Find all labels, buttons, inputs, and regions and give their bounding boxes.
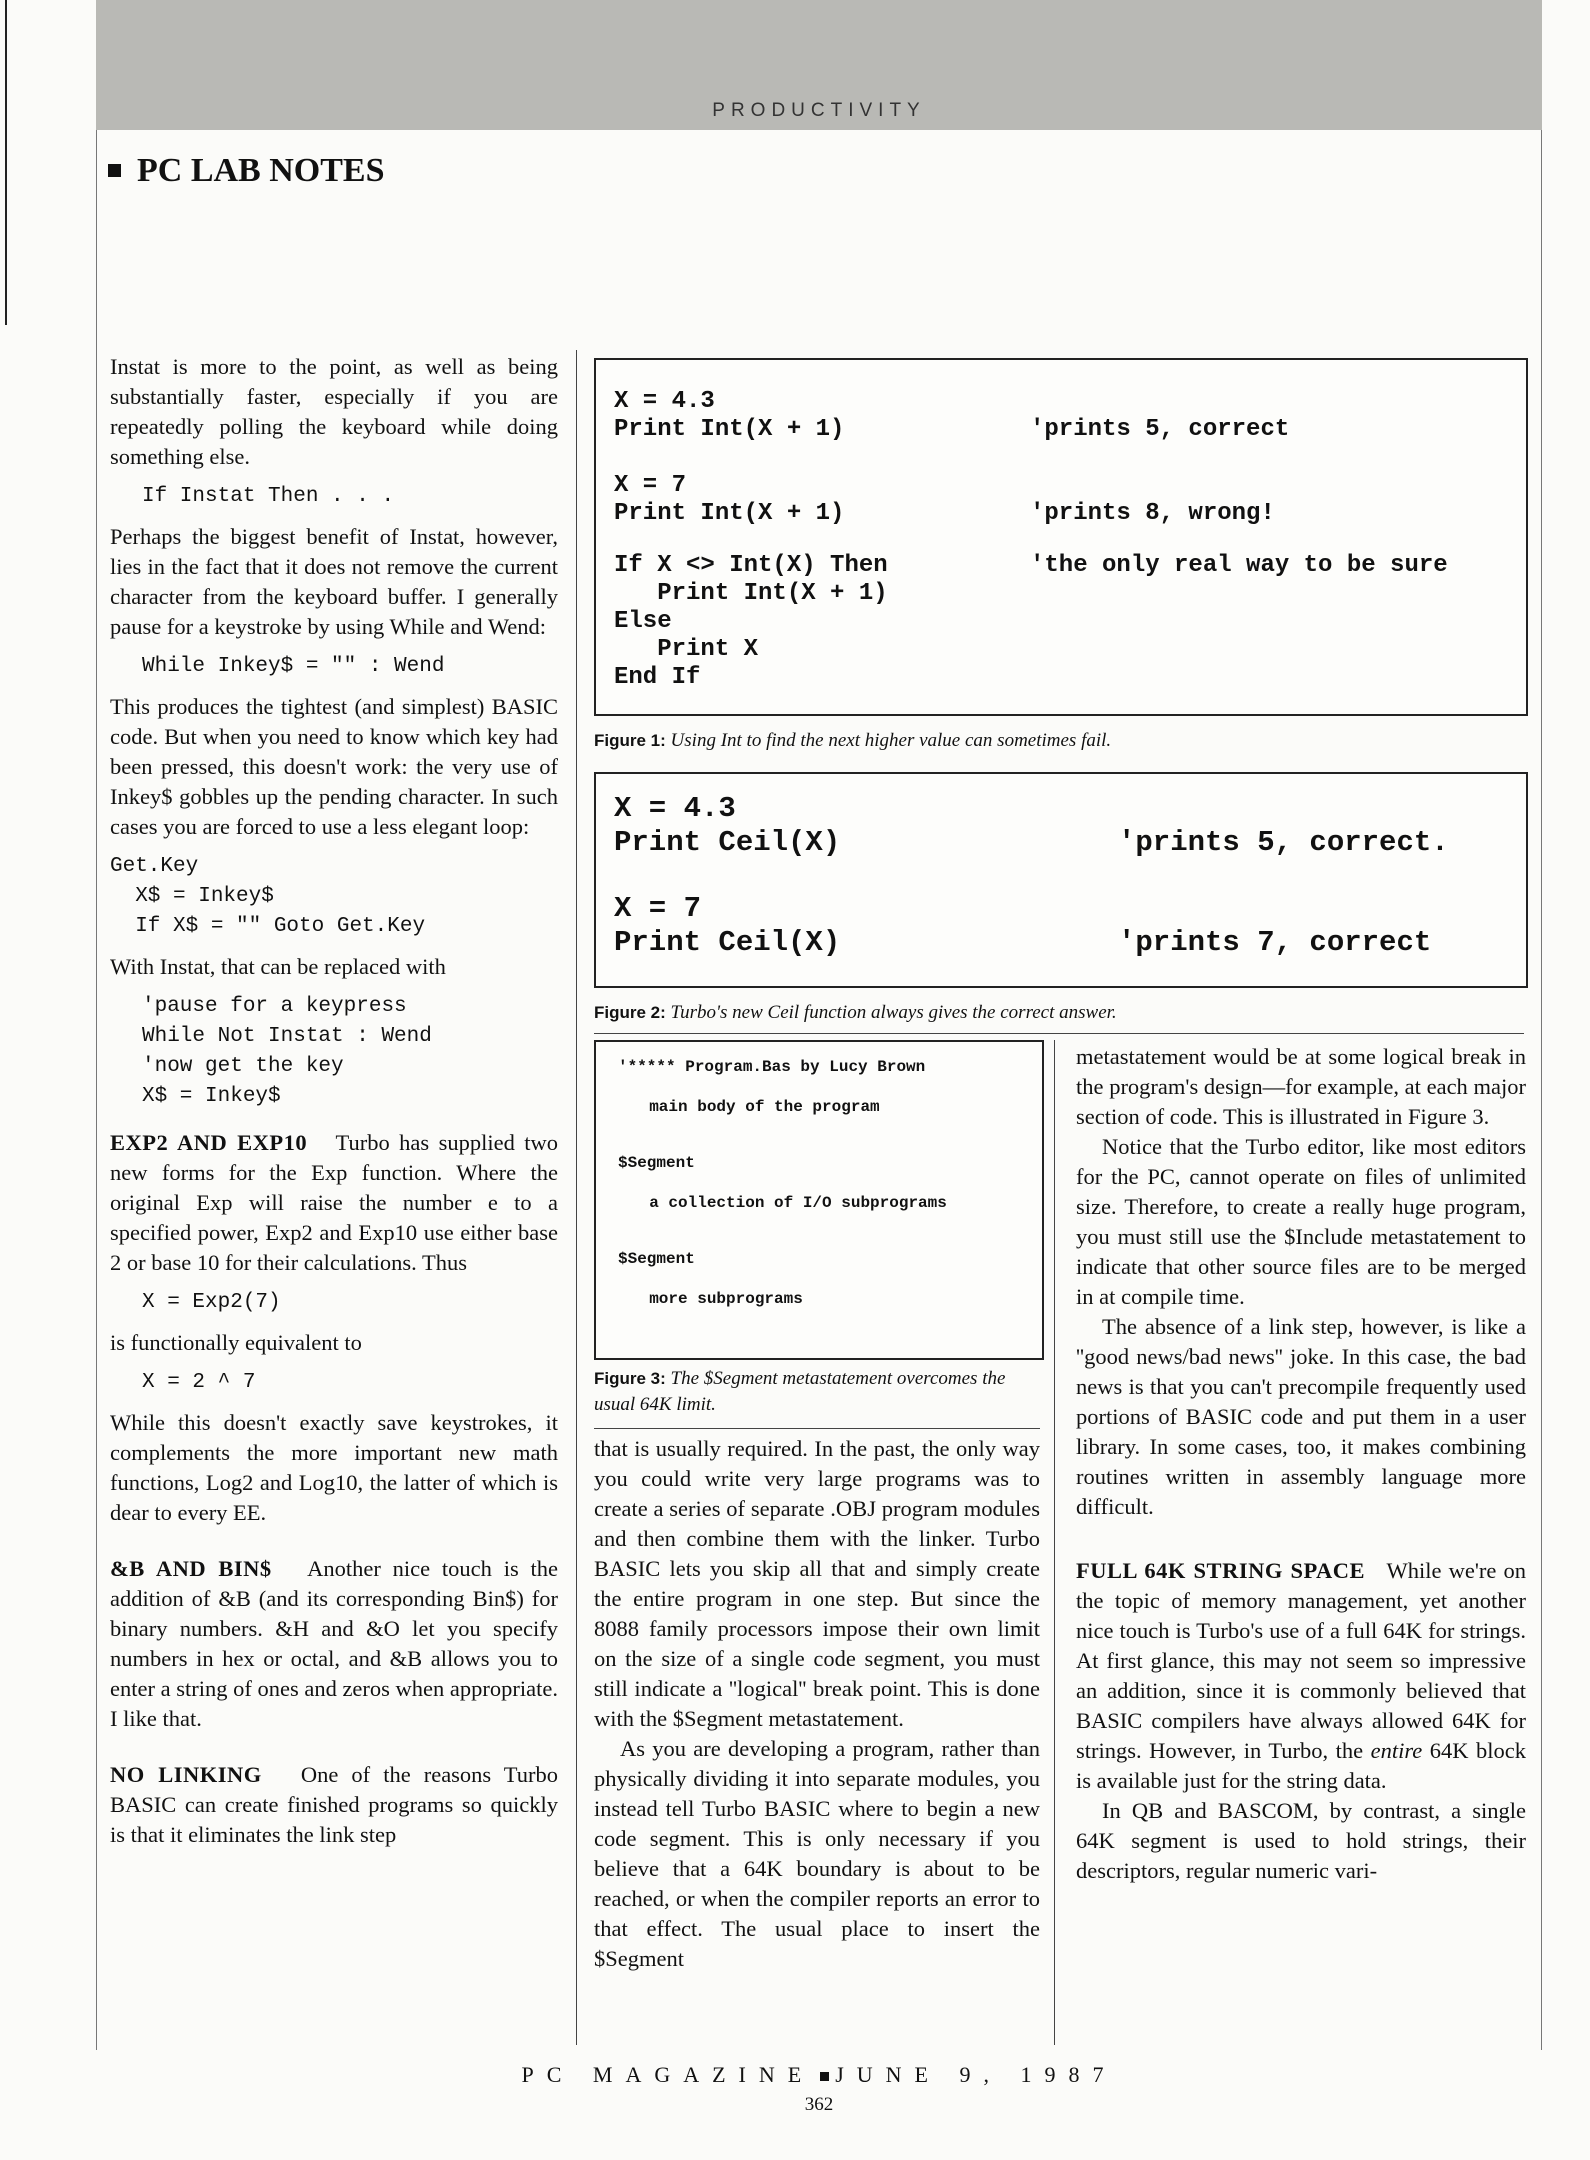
section-label: PRODUCTIVITY <box>712 100 926 121</box>
figure-rule <box>594 1033 1524 1034</box>
code-line: $Segment <box>618 1250 695 1268</box>
margin-rule <box>5 0 7 325</box>
code-line: main body of the program <box>630 1098 880 1116</box>
figure-3-caption <box>594 1366 1014 1418</box>
code-comment: 'prints 7, correct <box>1118 926 1432 959</box>
page-title: PC LAB NOTES <box>137 152 385 189</box>
paragraph: metastatement would be at some logical break in the program's design—for example, at each major section of code. This is illustrated in Figure 3. <box>1076 1044 1526 1129</box>
figure-label: Figure 1: <box>594 731 666 750</box>
code-snippet: If Instat Then . . . <box>142 485 395 508</box>
page-heading <box>108 152 385 190</box>
code-snippet: Get.Key X$ = Inkey$ If X$ = "" Goto Get.Key <box>110 855 426 938</box>
frame-rule-right <box>1541 130 1542 2050</box>
subsection-exp2 <box>110 1128 558 1278</box>
figure-rule <box>594 1428 1040 1429</box>
code-line: Print Int(X + 1) <box>614 500 845 527</box>
code-snippet: While Inkey$ = "" : Wend <box>142 655 445 678</box>
paragraph: is functionally equivalent to <box>110 1330 362 1355</box>
code-line: Print X <box>614 636 759 663</box>
paragraph: Turbo has supplied two new forms for the Exp function. Where the original Exp will raise the number e to a specified power, Exp2 and Exp10 use either base 2 or base 10 for their calculations. Thus <box>110 1130 559 1275</box>
paragraph: As you are developing a program, rather than physically dividing it into separate modules, you instead tell Turbo BASIC where to begin a new code segment. This is only necessary if you believe that a 64K boundary is about to be reached, or when the compiler reports an error to that effect. The usual place to insert the $Segment <box>594 1736 1040 1971</box>
paragraph: Notice that the Turbo editor, like most editors for the PC, cannot operate on files of unlimited size. Therefore, to create a really huge program, you must still use the $Include metastatement to indicate that other source files are to be merged in at compile time. <box>1076 1134 1526 1309</box>
paragraph: that is usually required. In the past, the only way you could write very large programs was to create a series of separate .OBJ program modules and then combine them with the linker. Turbo BASIC lets you skip all that and simply create the entire program in one step. But since the 8088 family processors impose their own limit on the size of a single code segment, you must still indicate a ''logical'' break point. This is done with the $Segment metastatement. <box>594 1436 1040 1731</box>
column-rule <box>1054 1040 1055 2045</box>
code-comment: 'prints 8, wrong! <box>1030 500 1275 527</box>
caption-text: The $Segment metastatement overcomes the usual 64K limit. <box>594 1368 1006 1415</box>
code-line: Print Int(X + 1) <box>614 416 845 443</box>
paragraph: While this doesn't exactly save keystrokes, it complements the more important new math functions, Log2 and Log10, the latter of which is dear to every EE. <box>110 1410 558 1525</box>
subsection-bin <box>110 1554 558 1734</box>
subsection-linking <box>110 1760 558 1850</box>
bullet-square-icon <box>108 164 121 177</box>
paragraph: One of the reasons Turbo BASIC can create finished programs so quickly is that it eliminates the link step <box>110 1762 559 1847</box>
figure-2-box <box>594 772 1528 988</box>
page-number: 362 <box>804 2094 834 2115</box>
caption-text: Turbo's new Ceil function always gives the correct answer. <box>670 1002 1117 1023</box>
code-line: If X <> Int(X) Then <box>614 552 888 579</box>
code-line: X = 7 <box>614 892 702 925</box>
subheading: &B AND BIN$ <box>110 1556 272 1581</box>
subheading: FULL 64K STRING SPACE <box>1076 1558 1366 1583</box>
paragraph: Perhaps the biggest benefit of Instat, however, lies in the fact that it does not remove the current character from the keyboard buffer. I generally pause for a keystroke by using While and Wend: <box>110 524 558 639</box>
paragraph: 64K block is available just for the string data. <box>1076 1738 1526 1793</box>
code-comment: 'prints 5, correct. <box>1118 826 1449 859</box>
code-line: Print Ceil(X) <box>614 826 841 859</box>
paragraph: The absence of a link step, however, is like a ''good news/bad news'' joke. In this case, the bad news is that you can't precompile frequently used portions of BASIC code and put them in a user library. In some cases, too, it makes combining routines written in assembly language more difficult. <box>1076 1314 1526 1519</box>
paragraph: While we're on the topic of memory management, yet another nice touch is Turbo's use of a full 64K for strings. At first glance, this may not seem so impressive an addition, since it is commonly believed that BASIC compilers have always allowed 64K for strings. However, in Turbo, the <box>1076 1558 1527 1763</box>
code-line: End If <box>614 664 701 691</box>
column-2 <box>594 1434 1040 1974</box>
emphasis: entire <box>1370 1738 1423 1763</box>
code-line: X = 7 <box>614 472 687 499</box>
subheading: NO LINKING <box>110 1762 262 1787</box>
code-line: X = 4.3 <box>614 388 715 415</box>
figure-label: Figure 2: <box>594 1003 666 1022</box>
code-comment: 'prints 5, correct <box>1030 416 1290 443</box>
paragraph: This produces the tightest (and simplest) BASIC code. But when you need to know which key had been pressed, this doesn't work: the very use of Inkey$ gobbles up the pending character. In such cases you are forced to use a less elegant loop: <box>110 694 558 839</box>
code-line: $Segment <box>618 1154 695 1172</box>
code-line: Print Int(X + 1) <box>614 580 888 607</box>
footer <box>0 2062 1590 2088</box>
code-line: X = 4.3 <box>614 792 736 825</box>
paragraph: In QB and BASCOM, by contrast, a single 64K segment is used to hold strings, their descriptors, regular numeric vari- <box>1076 1798 1526 1883</box>
code-comment: 'the only real way to be sure <box>1030 552 1448 579</box>
paragraph: Instat is more to the point, as well as being substantially faster, especially if you are repeatedly polling the keyboard while doing something else. <box>110 354 558 469</box>
figure-3-box <box>594 1040 1044 1360</box>
magazine-name: PC MAGAZINE <box>521 2062 815 2087</box>
caption-text: Using Int to find the next higher value can sometimes fail. <box>670 730 1112 751</box>
paragraph: With Instat, that can be replaced with <box>110 954 446 979</box>
code-line: more subprograms <box>630 1290 803 1308</box>
subheading: EXP2 AND EXP10 <box>110 1130 308 1155</box>
code-snippet: X = Exp2(7) <box>142 1291 281 1314</box>
figure-2-caption <box>594 1000 1524 1026</box>
code-line: '***** Program.Bas by Lucy Brown <box>618 1058 926 1076</box>
figure-label: Figure 3: <box>594 1369 666 1388</box>
frame-rule-left <box>96 130 97 2050</box>
code-snippet: X = 2 ^ 7 <box>142 1371 256 1394</box>
code-snippet: 'pause for a keypress While Not Instat : Wend 'now get the key X$ = Inkey$ <box>142 995 432 1108</box>
code-line: Print Ceil(X) <box>614 926 841 959</box>
bullet-square-icon <box>820 2072 829 2081</box>
figure-1-caption <box>594 728 1524 754</box>
column-3 <box>1076 1042 1526 1886</box>
code-line: a collection of I/O subprograms <box>630 1194 947 1212</box>
figure-1-box <box>594 358 1528 716</box>
code-line: Else <box>614 608 672 635</box>
paragraph: Another nice touch is the addition of &B (and its corresponding Bin$) for binary numbers. &H and &O let you specify numbers in hex or octal, and &B allows you to enter a string of ones and zeros when appropriate. I like that. <box>110 1556 559 1731</box>
issue-date: JUNE 9, 1987 <box>835 2062 1117 2087</box>
column-1 <box>110 352 558 1860</box>
subsection-string-space <box>1076 1556 1526 1796</box>
column-rule <box>576 350 577 2045</box>
